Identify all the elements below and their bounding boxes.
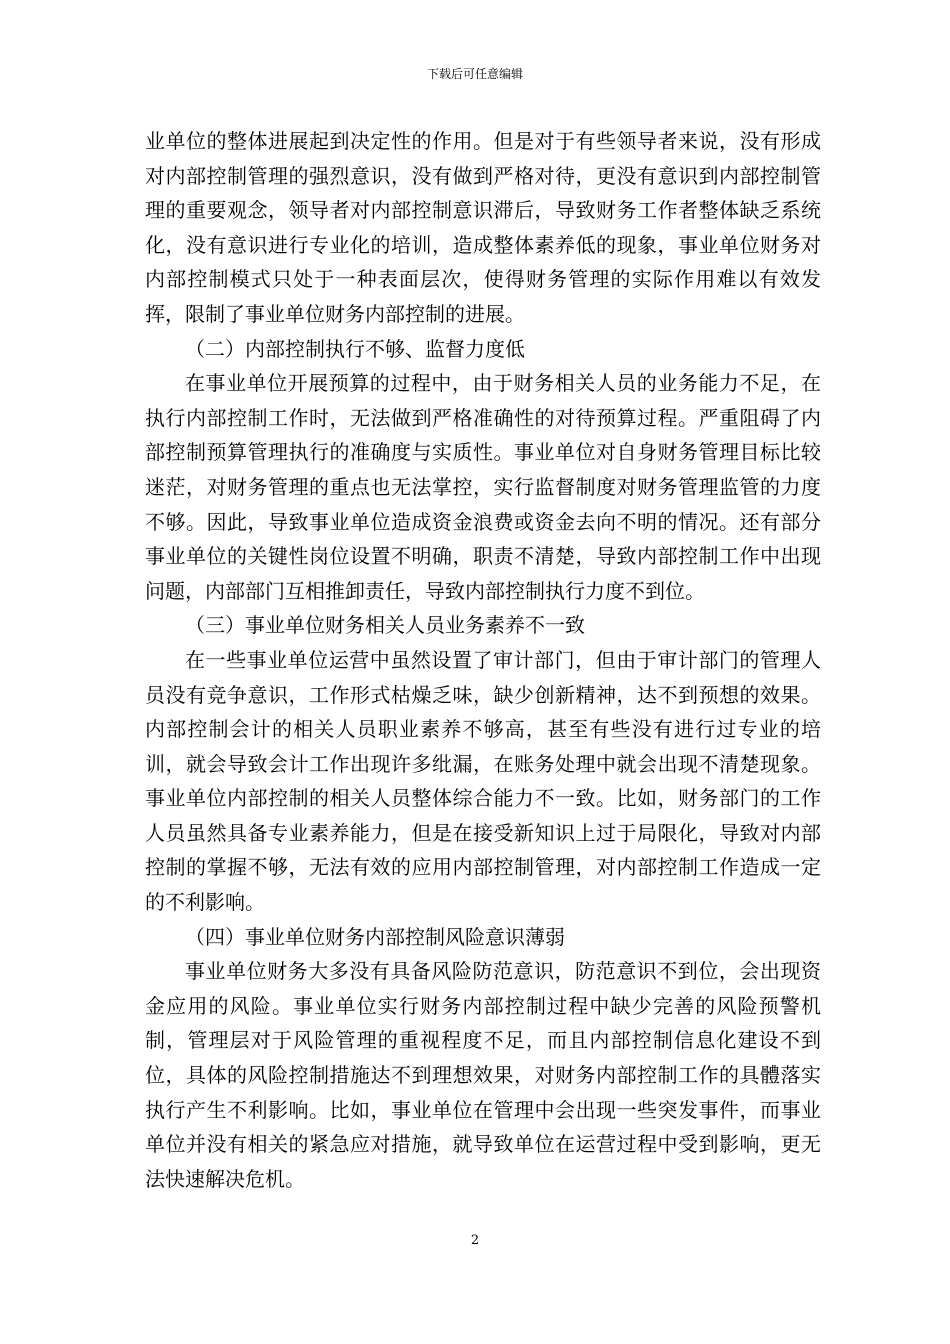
paragraph-section-4: 事业单位财务大多没有具备风险防范意识，防范意识不到位，会出现资金应用的风险。事业单位实行财务内部控制过程中缺少完善的风险预警机制，管理层对于风险管理的重视程度不足，而且内部控制信息化建设不到位，具体的风险控制措施达不到理想效果，对财务内部控制工作的具體落实执行产生不利影响。比如，事业单位在管理中会出现一些突发事件，而事业单位并没有相关的紧急应对措施，就导致单位在运营过程中受到影响，更无法快速解决危机。 [145,959,821,1191]
document-body [145,124,821,1196]
section-heading-2: （二）内部控制执行不够、监督力度低 [185,336,525,361]
paragraph-continuation: 业单位的整体进展起到决定性的作用。但是对于有些领导者来说，没有形成对内部控制管理的强烈意识，没有做到严格对待，更没有意识到内部控制管理的重要观念，领导者对内部控制意识滞后，导致财务工作者整体缺乏系统化，没有意识进行专业化的培训，造成整体素养低的现象，事业单位财务对内部控制模式只处于一种表面层次，使得财务管理的实际作用难以有效发挥，限制了事业单位财务内部控制的进展。 [145,129,821,326]
section-heading-4: （四）事业单位财务内部控制风险意识薄弱 [185,924,565,949]
page-header: 下载后可任意编辑 [426,67,523,81]
paragraph-section-3: 在一些事业单位运营中虽然设置了审计部门，但由于审计部门的管理人员没有竞争意识，工作形式枯燥乏味，缺少创新精神，达不到预想的效果。内部控制会计的相关人员职业素养不够高，甚至有些没有进行过专业的培训，就会导致会计工作出现许多纰漏，在账务处理中就会出现不清楚现象。事业单位内部控制的相关人员整体综合能力不一致。比如，财务部门的工作人员虽然具备专业素养能力，但是在接受新知识上过于局限化，导致对内部控制的掌握不够，无法有效的应用内部控制管理，对内部控制工作造成一定的不利影响。 [145,647,821,915]
paragraph-section-2: 在事业单位开展预算的过程中，由于财务相关人员的业务能力不足，在执行内部控制工作时，无法做到严格准确性的对待预算过程。严重阻碍了内部控制预算管理执行的准确度与实质性。事业单位对自身财务管理目标比较迷茫，对财务管理的重点也无法掌控，实行监督制度对财务管理监管的力度不够。因此，导致事业单位造成资金浪费或资金去向不明的情况。还有部分事业单位的关键性岗位设置不明确，职责不清楚，导致内部控制工作中出现问题，内部部门互相推卸责任，导致内部控制执行力度不到位。 [145,371,821,603]
page-number: 2 [470,1233,480,1248]
section-heading-3: （三）事业单位财务相关人员业务素养不一致 [185,613,585,638]
